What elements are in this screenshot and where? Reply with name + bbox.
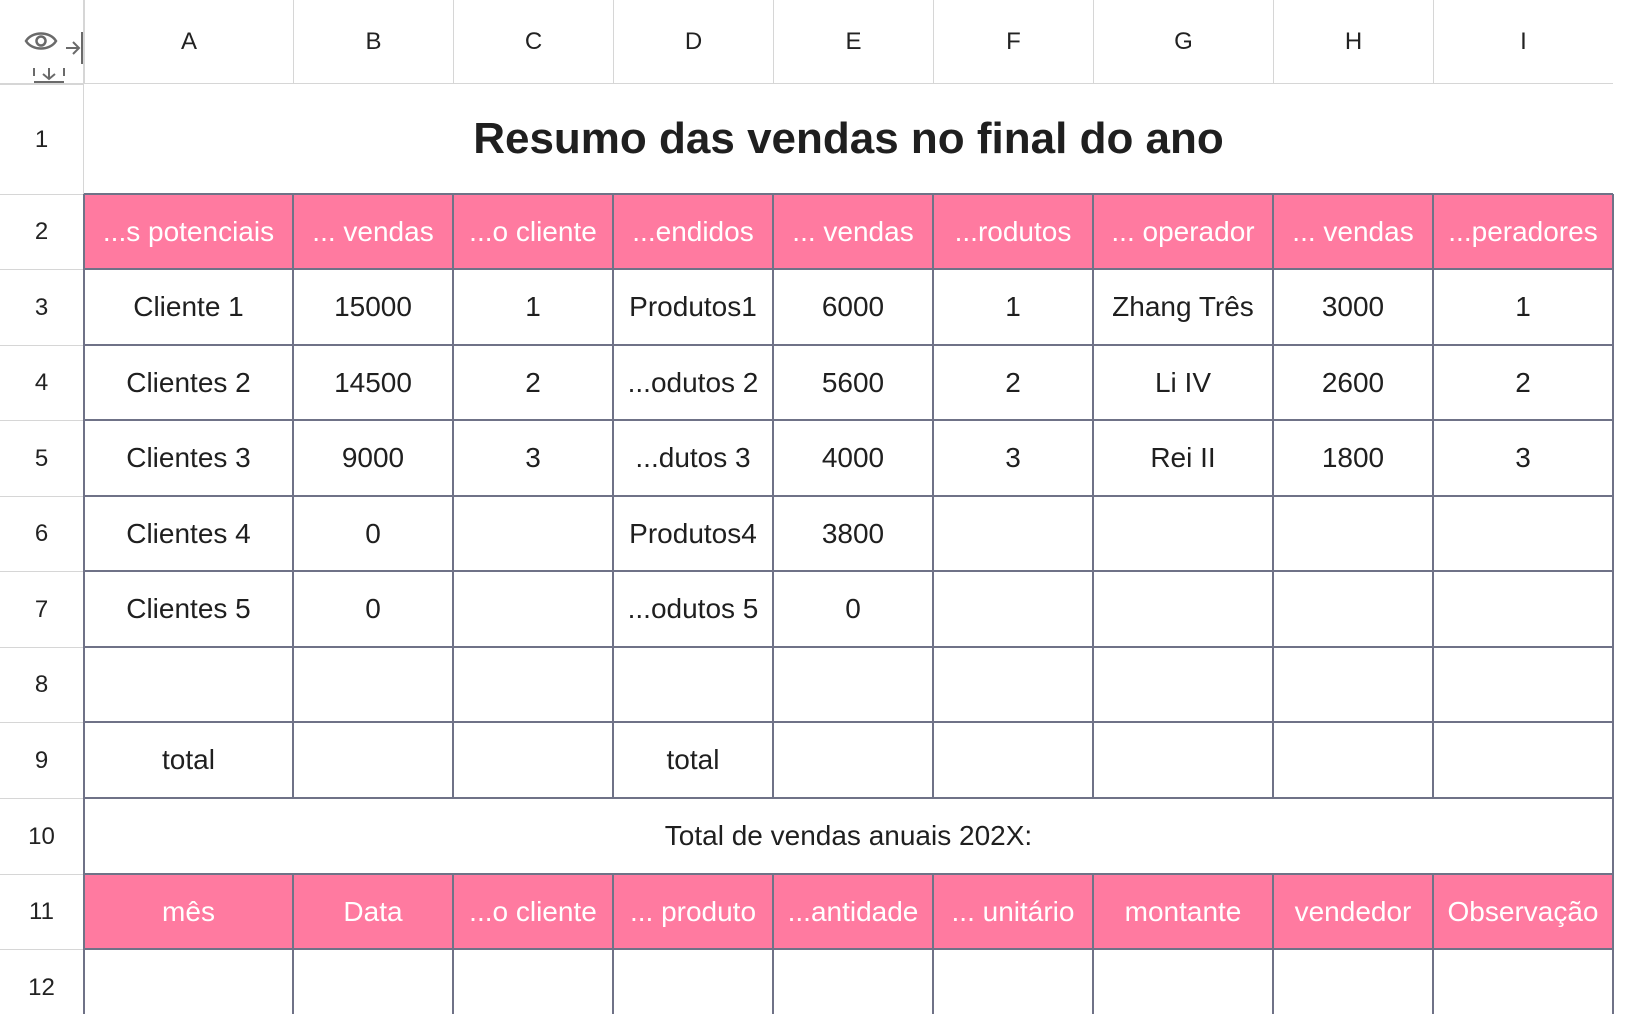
row-header-1[interactable]: 1 (0, 84, 84, 194)
data-cell[interactable]: Produtos4 (629, 517, 757, 549)
data-cell[interactable] (933, 722, 1093, 798)
column-header-a[interactable]: A (84, 0, 293, 84)
summary-header-cell[interactable]: ...endidos (613, 194, 773, 269)
data-cell[interactable]: 3000 (1321, 291, 1385, 322)
data-cell[interactable]: 15000 (334, 291, 412, 322)
data-cell[interactable] (933, 571, 1093, 647)
data-cell[interactable]: 9000 (341, 442, 405, 473)
grid-line-vertical (1612, 194, 1614, 1014)
data-cell[interactable] (1093, 496, 1273, 571)
grid-line-horizontal (84, 570, 1613, 572)
column-header-h[interactable]: H (1273, 0, 1433, 84)
grid-line-vertical (1092, 874, 1094, 1014)
data-cell[interactable]: Clientes 4 (126, 517, 251, 549)
column-header-g[interactable]: G (1093, 0, 1273, 84)
row-header-3[interactable]: 3 (0, 269, 84, 345)
summary-header-cell[interactable]: ...s potenciais (84, 194, 293, 269)
row-header-7[interactable]: 7 (0, 571, 84, 647)
grid-line-vertical (612, 874, 614, 1014)
data-cell[interactable] (1433, 722, 1613, 798)
data-cell[interactable] (1433, 571, 1613, 647)
detail-header-cell[interactable]: ... unitário (933, 874, 1093, 949)
grid-line-horizontal (84, 948, 1613, 950)
data-cell[interactable] (1273, 722, 1433, 798)
row-header-9[interactable]: 9 (0, 722, 84, 798)
detail-cell[interactable] (1433, 949, 1613, 1014)
row-header-5[interactable]: 5 (0, 420, 84, 496)
summary-header-cell[interactable]: ... vendas (773, 194, 933, 269)
data-cell[interactable]: 1800 (1321, 442, 1385, 473)
summary-header-cell[interactable]: ...o cliente (453, 194, 613, 269)
grid-line-vertical (1092, 194, 1094, 798)
sheet-title-cell[interactable]: Resumo das vendas no final do ano (473, 114, 1224, 163)
data-cell[interactable]: ...odutos 2 (627, 366, 759, 398)
grid-line-vertical (1272, 874, 1274, 1014)
data-cell[interactable] (933, 647, 1093, 722)
data-cell[interactable]: 2600 (1321, 366, 1385, 398)
detail-cell[interactable] (613, 949, 773, 1014)
column-header-f[interactable]: F (933, 0, 1093, 84)
data-cell[interactable] (453, 571, 613, 647)
summary-header-cell[interactable]: ... vendas (1273, 194, 1433, 269)
grid-line-vertical (452, 194, 454, 798)
data-cell[interactable]: 0 (365, 517, 381, 549)
data-cell[interactable] (1093, 571, 1273, 647)
data-cell[interactable]: 2 (1515, 366, 1531, 398)
annual-total-cell[interactable]: Total de vendas anuais 202X: (664, 820, 1033, 851)
data-cell[interactable]: ...odutos 5 (627, 593, 759, 624)
detail-cell[interactable] (293, 949, 453, 1014)
column-header-b[interactable]: B (293, 0, 453, 84)
grid-line-horizontal (84, 646, 1613, 648)
data-cell[interactable] (773, 647, 933, 722)
detail-header-cell[interactable]: mês (84, 874, 293, 949)
grid-line-vertical (772, 194, 774, 798)
grid-line-vertical (452, 874, 454, 1014)
detail-cell[interactable] (933, 949, 1093, 1014)
eye-icon[interactable] (24, 28, 58, 54)
data-cell[interactable]: 5600 (821, 366, 885, 398)
data-cell[interactable]: 0 (845, 593, 861, 624)
data-cell[interactable]: Cliente 1 (133, 291, 244, 322)
data-cell[interactable]: Clientes 3 (126, 442, 251, 473)
data-cell[interactable]: Clientes 2 (126, 366, 251, 398)
detail-header-cell[interactable]: ... produto (613, 874, 773, 949)
data-cell[interactable]: total (162, 744, 215, 775)
data-cell[interactable]: 14500 (334, 366, 412, 398)
data-cell[interactable]: 3 (1005, 442, 1021, 473)
row-header-4[interactable]: 4 (0, 345, 84, 420)
grid-line-horizontal (84, 419, 1613, 421)
column-header-c[interactable]: C (453, 0, 613, 84)
detail-header-cell[interactable]: vendedor (1273, 874, 1433, 949)
column-header-e[interactable]: E (773, 0, 933, 84)
data-cell[interactable]: ...dutos 3 (635, 442, 751, 473)
data-cell[interactable] (1273, 571, 1433, 647)
detail-header-cell[interactable]: Observação (1433, 874, 1613, 949)
grid-line-horizontal (84, 721, 1613, 723)
column-header-i[interactable]: I (1433, 0, 1613, 84)
grid-line-vertical (83, 194, 85, 1014)
grid-line-horizontal (84, 193, 1613, 195)
summary-header-cell[interactable]: ...peradores (1433, 194, 1613, 269)
data-cell[interactable] (773, 722, 933, 798)
grid-line-horizontal (84, 873, 1613, 875)
detail-cell[interactable] (84, 949, 293, 1014)
grid-line-vertical (932, 874, 934, 1014)
data-cell[interactable]: 3800 (821, 517, 885, 549)
data-cell[interactable] (933, 496, 1093, 571)
data-cell[interactable] (1093, 722, 1273, 798)
data-cell[interactable]: 6000 (821, 291, 885, 322)
grid-line-vertical (932, 194, 934, 798)
data-cell[interactable] (613, 647, 773, 722)
row-header-8[interactable]: 8 (0, 647, 84, 722)
data-cell[interactable]: 3 (1515, 442, 1531, 473)
row-header-12[interactable]: 12 (0, 949, 84, 1014)
data-cell[interactable]: 1 (1515, 291, 1531, 322)
grid-line-vertical (1272, 194, 1274, 798)
data-cell[interactable] (1273, 496, 1433, 571)
data-cell[interactable] (453, 496, 613, 571)
detail-cell[interactable] (1273, 949, 1433, 1014)
grid-line-horizontal (84, 495, 1613, 497)
detail-cell[interactable] (773, 949, 933, 1014)
row-header-6[interactable]: 6 (0, 496, 84, 571)
data-cell[interactable]: 1 (525, 291, 541, 322)
data-cell[interactable] (1273, 647, 1433, 722)
data-cell[interactable] (84, 647, 293, 722)
detail-header-cell[interactable]: ...antidade (773, 874, 933, 949)
grid-line-horizontal (84, 797, 1613, 799)
grid-line-vertical (612, 194, 614, 798)
data-cell[interactable]: 2 (525, 366, 541, 398)
row-header-2[interactable]: 2 (0, 194, 84, 269)
data-cell[interactable] (453, 647, 613, 722)
grid-line-vertical (292, 194, 294, 798)
detail-header-cell[interactable]: ...o cliente (453, 874, 613, 949)
corner-controls (0, 0, 84, 84)
data-cell[interactable]: 1 (1005, 291, 1021, 322)
data-cell[interactable] (1093, 647, 1273, 722)
grid-line-vertical (772, 874, 774, 1014)
data-cell[interactable]: total (666, 744, 720, 775)
data-cell[interactable]: 3 (525, 442, 541, 473)
data-cell[interactable] (1433, 496, 1613, 571)
data-cell[interactable]: Clientes 5 (126, 593, 251, 624)
data-cell[interactable]: Li IV (1154, 366, 1212, 398)
grid-line-vertical (292, 874, 294, 1014)
grid-line-horizontal (84, 344, 1613, 346)
detail-cell[interactable] (1093, 949, 1273, 1014)
grid-line-vertical (1432, 194, 1434, 798)
summary-header-cell[interactable]: ...rodutos (933, 194, 1093, 269)
row-header-10[interactable]: 10 (0, 798, 84, 874)
detail-header-cell[interactable]: Data (293, 874, 453, 949)
grid-line-vertical (1432, 874, 1434, 1014)
data-cell[interactable] (453, 722, 613, 798)
column-header-d[interactable]: D (613, 0, 773, 84)
data-cell[interactable]: Produtos1 (629, 291, 757, 322)
data-cell[interactable]: 4000 (821, 442, 885, 473)
data-cell[interactable]: 2 (1005, 366, 1021, 398)
summary-header-cell[interactable]: ... vendas (293, 194, 453, 269)
grid-line-horizontal (84, 268, 1613, 270)
summary-header-cell[interactable]: ... operador (1093, 194, 1273, 269)
data-cell[interactable] (1433, 647, 1613, 722)
data-cell[interactable]: 0 (365, 593, 381, 624)
detail-cell[interactable] (453, 949, 613, 1014)
data-cell[interactable] (293, 647, 453, 722)
data-cell[interactable]: Rei II (1150, 442, 1216, 473)
data-cell[interactable]: Zhang Três (1112, 291, 1254, 322)
detail-header-cell[interactable]: montante (1093, 874, 1273, 949)
data-cell[interactable] (293, 722, 453, 798)
row-header-11[interactable]: 11 (0, 874, 84, 949)
